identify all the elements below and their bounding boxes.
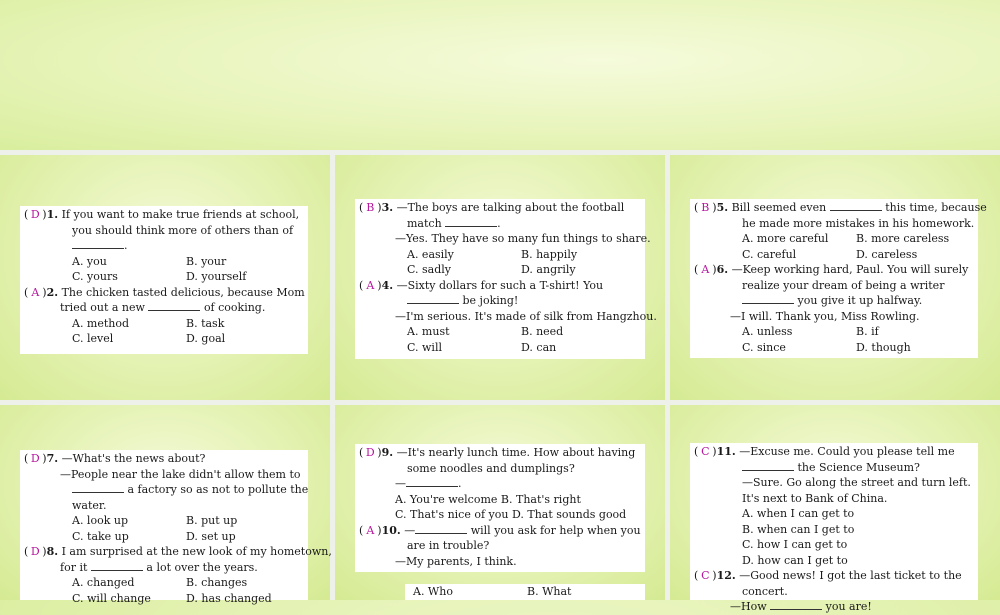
option-c-d: C. That's nice of you D. That sounds good	[395, 508, 627, 521]
question-text: —What's the news about?	[61, 452, 206, 465]
question-text: —People near the lake didn't allow them to	[60, 467, 301, 481]
answer-letter: D	[30, 545, 40, 558]
question-number: 10.	[381, 523, 401, 537]
question-number: 2.	[46, 285, 59, 299]
option-d: D. though	[856, 340, 911, 354]
question-card	[690, 443, 978, 613]
option-b: B. put up	[186, 514, 238, 527]
question-text: The chicken tasted delicious, because Mom	[61, 285, 305, 299]
answer-letter: D	[365, 446, 375, 459]
question-text: —How	[730, 600, 767, 613]
answer-letter: A	[366, 278, 375, 292]
question-text: of cooking.	[203, 301, 266, 314]
question-text: —Good news! I got the last ticket to the	[739, 569, 962, 582]
answer-blank	[415, 523, 467, 534]
option-a-b: A. You're welcome B. That's right	[395, 492, 581, 506]
question-text: .	[124, 239, 128, 252]
answer-blank	[742, 460, 794, 471]
question-text: you give it up halfway.	[797, 294, 923, 307]
answer-letter: A	[31, 285, 40, 299]
question-5: ( B )5. Bill seemed even this time, because he made more mistakes in his homework. A. more careful B. more careless C. careful D. careless	[694, 201, 987, 261]
question-text: this time, because	[885, 201, 987, 214]
answer-blank	[72, 238, 124, 249]
option-b: B. need	[521, 325, 564, 338]
question-number: 9.	[381, 446, 394, 459]
question-2: ( A )2. The chicken tasted delicious, because Mom tried out a new of cooking. A. method B. task C. level D. goal	[24, 285, 305, 345]
question-12: ( C )12. —Good news! I got the last ticket to the concert. —How you are!	[694, 568, 974, 615]
option-d: D. yourself	[186, 270, 247, 283]
question-text: a factory so as not to pollute the	[127, 483, 309, 496]
question-text: —Keep working hard, Paul. You will surely	[731, 263, 969, 276]
question-1: ( D )1. If you want to make true friends at school, you should think more of others than of . A. you B. your C. yours D. yourself	[24, 207, 304, 285]
question-number: 3.	[381, 201, 394, 214]
question-text: Bill seemed even	[731, 201, 827, 214]
question-text: —Sure. Go along the street and turn left.	[742, 476, 971, 489]
answer-letter: C	[701, 445, 710, 458]
answer-letter: B	[366, 201, 375, 214]
question-number: 1.	[46, 208, 59, 221]
question-4: ( A )4. —Sixty dollars for such a T-shirt! You be joking! —I'm serious. It's made of silk from Hangzhou. A. must B. need C. will D. can	[359, 278, 657, 354]
answer-letter: A	[701, 263, 710, 276]
answer-blank	[830, 200, 882, 211]
question-text: he made more mistakes in his homework.	[742, 216, 975, 230]
option-a: A. more careful	[742, 232, 829, 245]
question-number: 5.	[716, 201, 729, 214]
option-a: A. must	[407, 325, 450, 338]
question-text: water.	[72, 498, 107, 512]
question-number: 8.	[46, 545, 59, 558]
question-card	[20, 450, 332, 605]
option-c: C. level	[72, 332, 114, 345]
option-c: C. how I can get to	[742, 538, 848, 551]
answer-blank	[770, 599, 822, 610]
question-3: ( B )3. —The boys are talking about the football match . —Yes. They have so many fun things to share. A. easily B. happily C. sadly D. angrily	[359, 201, 651, 276]
question-text: I am surprised at the new look of my hometown,	[61, 545, 332, 558]
option-b: B. if	[856, 325, 879, 338]
answer-blank	[72, 482, 124, 493]
question-number: 12.	[716, 569, 736, 582]
option-b: B. more careless	[856, 232, 950, 245]
question-number: 6.	[716, 263, 729, 276]
question-number: 4.	[381, 278, 394, 292]
option-d: D. angrily	[521, 263, 576, 276]
question-text: —Yes. They have so many fun things to share.	[395, 232, 651, 245]
option-c: C. will change	[72, 591, 151, 605]
question-11: ( C )11. —Excuse me. Could you please tell me the Science Museum? —Sure. Go along the street and turn left. It's next to Bank of China. A. when I can get to B. when can I get to C. how I can get to D. how can I get to	[694, 444, 974, 568]
answer-blank	[742, 293, 794, 304]
question-8: ( D )8. I am surprised at the new look of my hometown, for it a lot over the years. A. changed B. changes C. will change D. has changed	[24, 545, 332, 605]
question-text: a lot over the years.	[146, 560, 258, 574]
question-card	[355, 199, 657, 359]
question-text: match	[407, 216, 442, 230]
answer-blank	[445, 216, 497, 227]
option-b: B. your	[186, 254, 227, 268]
question-number: 11.	[716, 445, 736, 458]
question-text: —It's nearly lunch time. How about having	[396, 446, 636, 459]
question-card	[405, 584, 645, 600]
question-text: —Excuse me. Could you please tell me	[739, 445, 955, 458]
question-text: —Sixty dollars for such a T-shirt! You	[396, 278, 604, 292]
option-a: A. method	[72, 316, 130, 330]
answer-letter: C	[701, 569, 710, 582]
option-a: A. unless	[742, 325, 793, 338]
question-text: the Science Museum?	[797, 460, 920, 474]
question-text: It's next to Bank of China.	[742, 491, 888, 505]
option-d: D. how can I get to	[742, 553, 848, 567]
option-c: C. careful	[742, 247, 797, 261]
option-a: A. Who	[413, 585, 453, 598]
option-c: C. yours	[72, 270, 118, 283]
question-text: be joking!	[462, 294, 519, 307]
question-6: ( A )6. —Keep working hard, Paul. You will surely realize your dream of being a writer you give it up halfway. —I will. Thank you, Miss Rowling. A. unless B. if C. since D. though	[694, 262, 974, 355]
option-d: D. set up	[186, 529, 236, 543]
option-b: B. happily	[521, 247, 578, 261]
option-d: D. can	[521, 340, 557, 354]
question-text: realize your dream of being a writer	[742, 278, 945, 292]
top-slide-banner	[0, 0, 1000, 150]
answer-blank	[407, 293, 459, 304]
option-b: B. when can I get to	[742, 522, 855, 536]
option-a: A. easily	[407, 247, 454, 261]
question-text: —I'm serious. It's made of silk from Hangzhou.	[395, 309, 657, 323]
option-c: C. take up	[72, 529, 129, 543]
option-a: A. look up	[72, 514, 128, 527]
question-9: ( D )9. —It's nearly lunch time. How about having some noodles and dumplings? — . A. You're welcome B. That's right C. That's nice of you D. That sounds good	[359, 445, 641, 523]
question-text: If you want to make true friends at school,	[61, 208, 300, 221]
question-card	[690, 199, 987, 358]
question-7: ( D )7. —What's the news about? —People near the lake didn't allow them to a factory so as not to pollute the water. A. look up B. put up C. take up D. set up	[24, 452, 309, 543]
question-card	[20, 206, 308, 354]
question-text: —My parents, I think.	[395, 554, 517, 568]
question-text: are in trouble?	[407, 539, 490, 552]
answer-letter: B	[701, 201, 710, 214]
option-c: C. sadly	[407, 263, 451, 276]
question-text: —The boys are talking about the football	[396, 201, 625, 214]
question-text: you should think more of others than of	[72, 223, 294, 237]
option-d: D. has changed	[186, 591, 272, 605]
answer-letter: D	[30, 452, 40, 465]
question-text: some noodles and dumplings?	[407, 461, 575, 475]
answer-blank	[148, 300, 200, 311]
option-a: A. when I can get to	[742, 507, 855, 520]
answer-letter: A	[366, 523, 375, 537]
question-text: tried out a new	[60, 301, 145, 314]
question-text: concert.	[742, 584, 788, 598]
answer-blank	[91, 560, 143, 571]
option-b: B. What	[527, 585, 572, 598]
question-card	[355, 444, 645, 572]
option-d: D. goal	[186, 332, 226, 345]
option-a: A. changed	[72, 576, 135, 589]
answer-letter: D	[30, 208, 40, 221]
question-number: 7.	[46, 452, 59, 465]
option-c: C. will	[407, 340, 442, 354]
question-10: ( A )10. — will you ask for help when you are in trouble? —My parents, I think.	[359, 523, 641, 568]
answer-blank	[406, 476, 458, 487]
option-b: B. changes	[186, 576, 248, 589]
option-b: B. task	[186, 316, 225, 330]
option-c: C. since	[742, 340, 786, 354]
question-text: —	[395, 477, 406, 490]
question-text: —I will. Thank you, Miss Rowling.	[730, 309, 920, 323]
question-text: will you ask for help when you	[470, 523, 641, 537]
question-text: you are!	[825, 600, 872, 613]
question-text: for it	[60, 560, 88, 574]
option-d: D. careless	[856, 247, 918, 261]
option-a: A. you	[72, 254, 107, 268]
